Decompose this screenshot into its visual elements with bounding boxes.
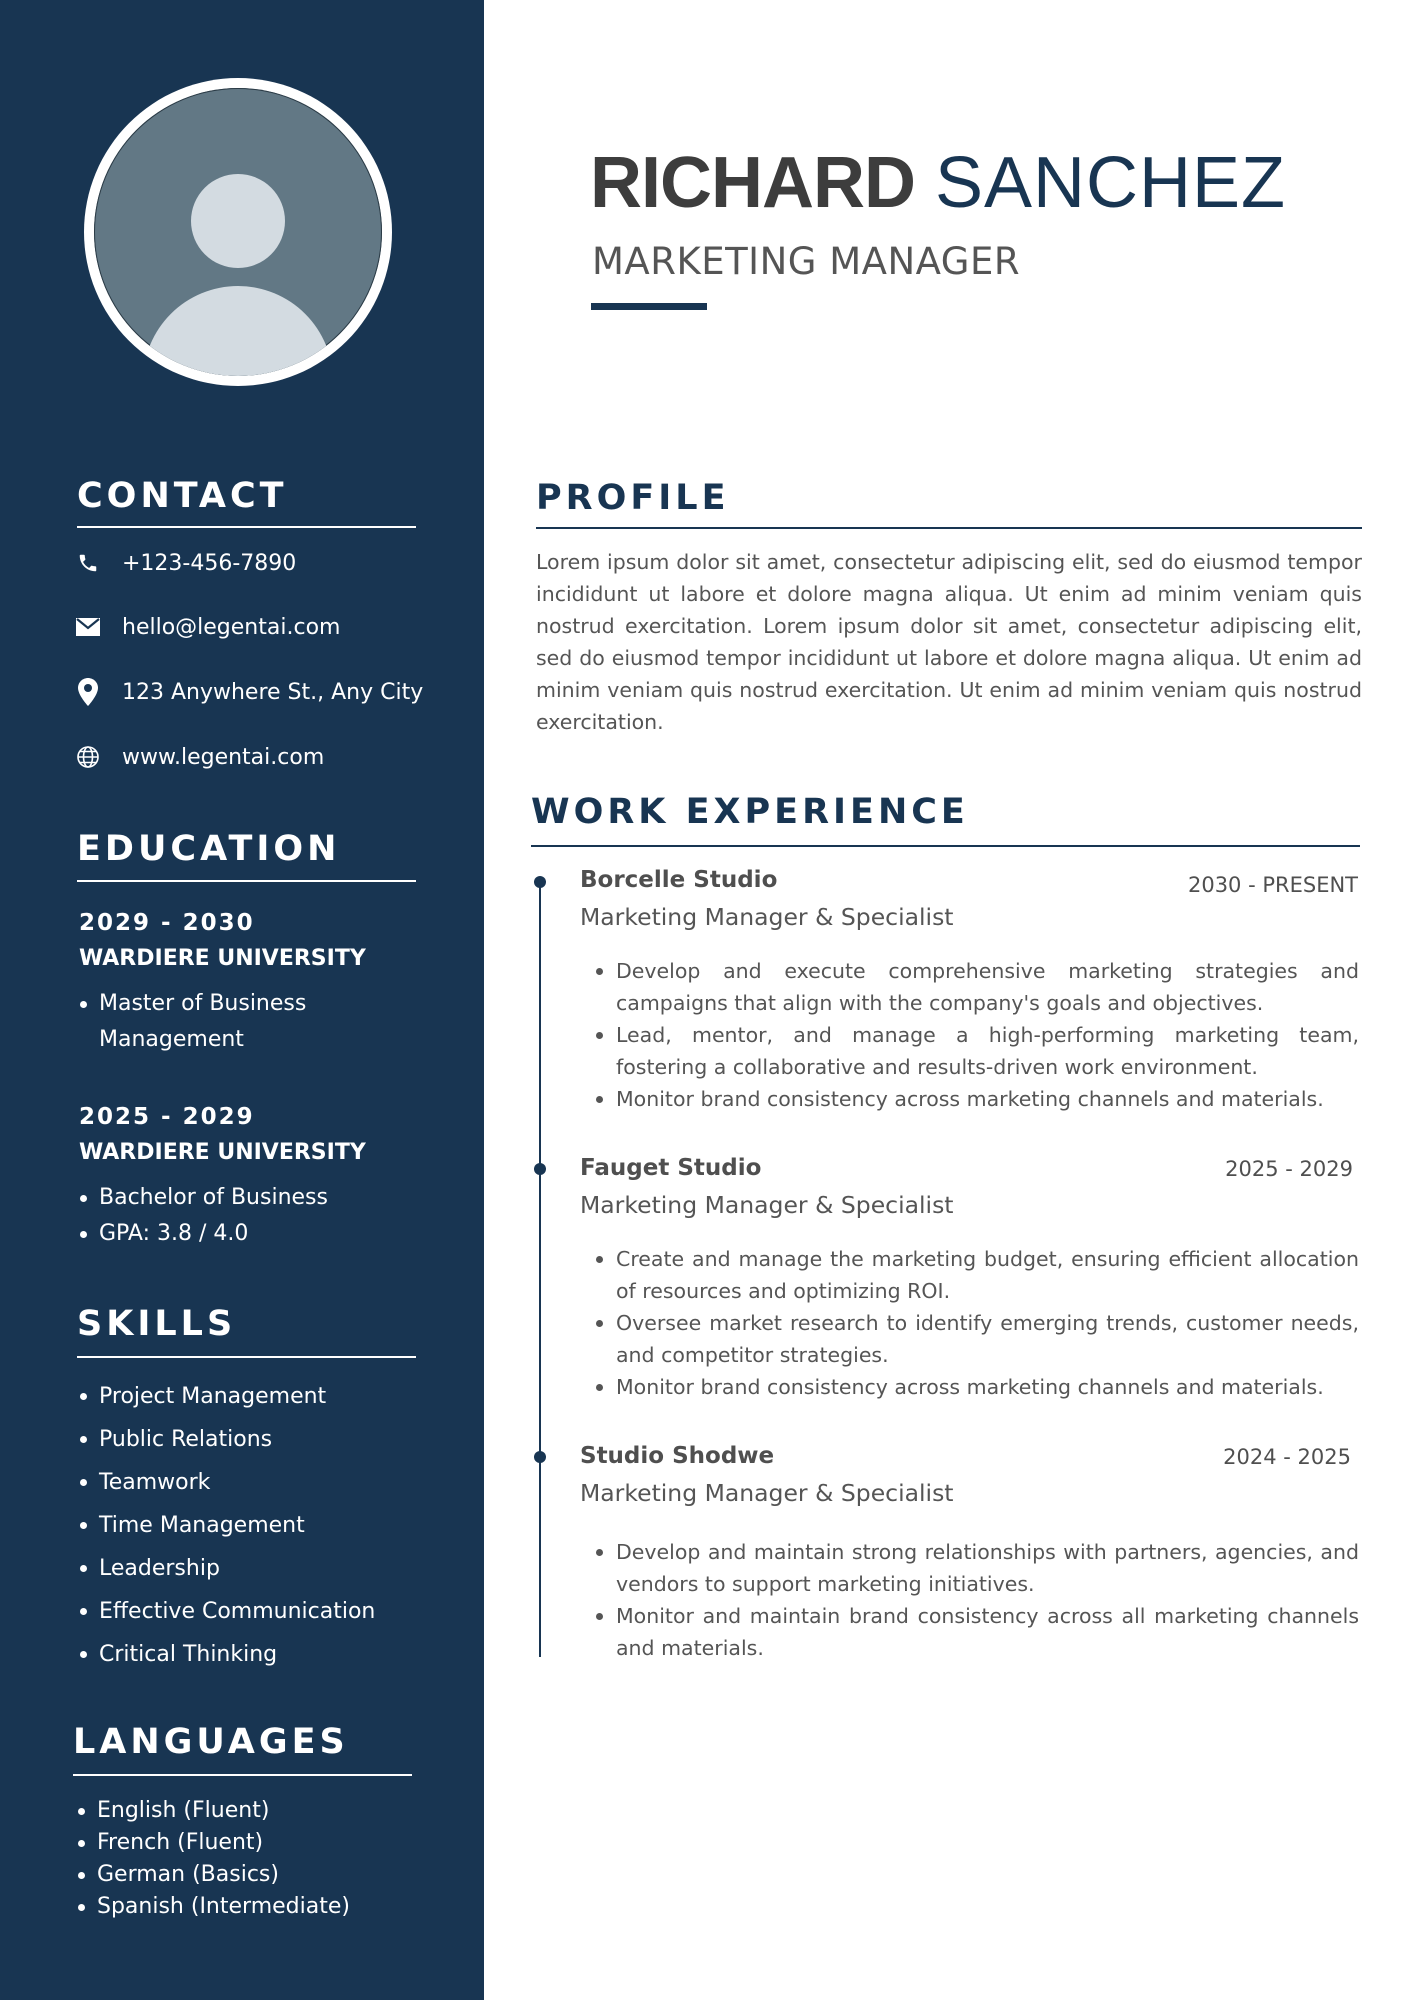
languages-list [76,1795,416,1923]
list-item: Leadership [78,1547,418,1590]
education-heading: EDUCATION [77,829,341,869]
profile-divider [536,527,1362,529]
contact-address [76,675,423,709]
list-item: Develop and execute comprehensive marketing strategies and campaigns that align with the company's goals and objectives. [596,955,1359,1019]
list-item: Teamwork [78,1461,418,1504]
list-item: English (Fluent) [76,1795,416,1827]
title-underline [591,303,707,310]
job-role: Marketing Manager & Specialist [580,1479,954,1507]
skills-divider [77,1356,416,1358]
list-item: GPA: 3.8 / 4.0 [78,1216,398,1252]
timeline-dot [534,1163,546,1175]
work-experience-divider [531,845,1360,847]
job-dates: 2030 - PRESENT [1187,873,1358,897]
job-responsibilities [596,1243,1359,1403]
list-item: Project Management [78,1375,418,1418]
job-company: Fauget Studio [580,1155,762,1181]
contact-phone [76,546,296,580]
list-item: Lead, mentor, and manage a high-performing marketing team, fostering a collaborative and results-driven work environment. [596,1019,1359,1083]
globe-icon [76,745,100,769]
avatar [84,78,392,386]
list-item: Develop and maintain strong relationships with partners, agencies, and vendors to support marketing initiatives. [596,1536,1359,1600]
job-company: Borcelle Studio [580,867,778,893]
email-text: hello@legentai.com [122,614,341,640]
candidate-name [590,142,1286,224]
website-text: www.legentai.com [122,744,325,770]
profile-heading: PROFILE [536,478,730,518]
list-item: Monitor brand consistency across marketing channels and materials. [596,1083,1359,1115]
job-role: Marketing Manager & Specialist [580,1191,954,1219]
list-item: Create and manage the marketing budget, ensuring efficient allocation of resources and optimizing ROI. [596,1243,1359,1307]
address-text: 123 Anywhere St., Any City [122,679,424,705]
contact-heading: CONTACT [77,476,288,516]
education-school: WARDIERE UNIVERSITY [79,1140,366,1165]
contact-divider [77,526,416,528]
education-years: 2025 - 2029 [79,1104,255,1130]
location-pin-icon [76,680,100,704]
list-item: Effective Communication [78,1590,418,1633]
timeline-dot [534,876,546,888]
list-item: Critical Thinking [78,1633,418,1676]
languages-heading: LANGUAGES [73,1722,349,1762]
user-silhouette-icon [94,88,382,376]
list-item: French (Fluent) [76,1827,416,1859]
job-company: Studio Shodwe [580,1443,775,1469]
list-item: Master of Business Management [78,986,358,1058]
education-years: 2029 - 2030 [79,910,255,936]
sidebar [0,0,484,2000]
skills-list [78,1375,418,1676]
job-responsibilities [596,1536,1359,1664]
mail-icon [76,615,100,639]
phone-text: +123-456-7890 [122,550,297,576]
skills-heading: SKILLS [77,1304,237,1344]
contact-email [76,610,340,644]
work-experience-heading: WORK EXPERIENCE [531,792,969,832]
job-title: MARKETING MANAGER [592,240,1021,283]
languages-divider [73,1774,412,1776]
profile-text: Lorem ipsum dolor sit amet, consectetur adipiscing elit, sed do eiusmod tempor incididunt ut labore et dolore magna aliqua. Ut enim ad minim veniam quis nostrud exercitation. Lorem ipsum dolor sit amet, consectetur adipiscing elit, sed do eiusmod tempor incididunt ut labore et dolore magna aliqua. Ut enim ad minim veniam quis nostrud exercitation. Ut enim ad minim veniam quis nostrud exercitation. [536,550,1362,734]
timeline-dot [534,1451,546,1463]
list-item: Monitor and maintain brand consistency across all marketing channels and materials. [596,1600,1359,1664]
list-item: German (Basics) [76,1859,416,1891]
list-item: Public Relations [78,1418,418,1461]
job-dates: 2025 - 2029 [1225,1157,1353,1181]
list-item: Oversee market research to identify emerging trends, customer needs, and competitor strategies. [596,1307,1359,1371]
timeline-line [539,882,541,1657]
list-item: Time Management [78,1504,418,1547]
list-item: Spanish (Intermediate) [76,1891,416,1923]
job-role: Marketing Manager & Specialist [580,903,954,931]
contact-website [76,740,324,774]
education-school: WARDIERE UNIVERSITY [79,946,366,971]
first-name: RICHARD [590,143,915,223]
education-divider [77,880,416,882]
education-details [78,986,358,1058]
list-item: Monitor brand consistency across marketing channels and materials. [596,1371,1359,1403]
list-item: Bachelor of Business [78,1180,398,1216]
last-name: SANCHEZ [935,143,1287,223]
phone-icon [76,551,100,575]
job-responsibilities [596,955,1359,1115]
education-details [78,1180,398,1252]
job-dates: 2024 - 2025 [1223,1445,1351,1469]
